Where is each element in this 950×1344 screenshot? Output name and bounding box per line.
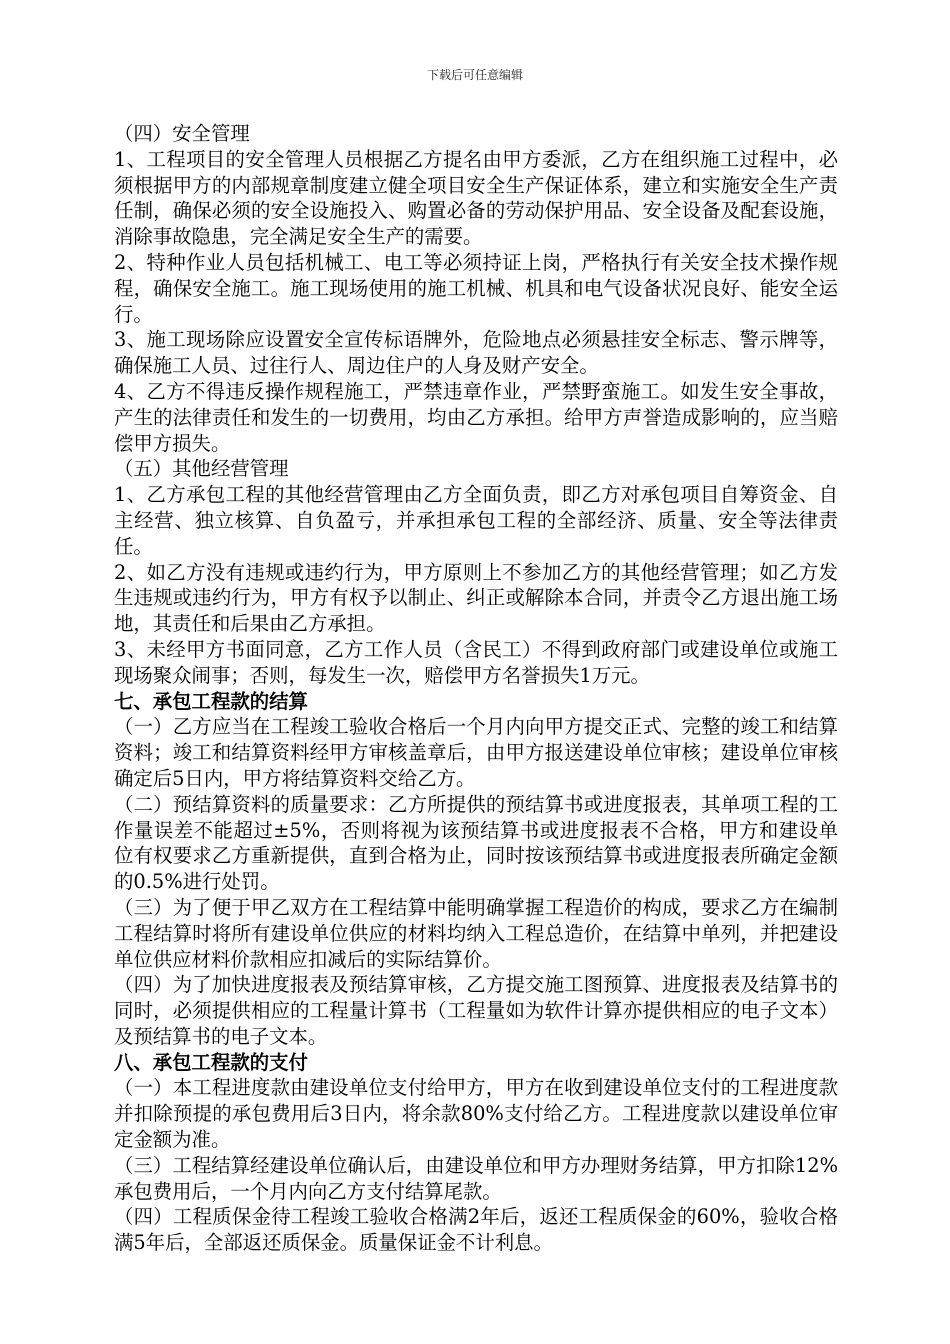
paragraph: 1、工程项目的安全管理人员根据乙方提名由甲方委派，乙方在组织施工过程中，必须根据甲方的内部规章制度建立健全项目安全生产保证体系，建立和实施安全生产责任制，确保必须的安全设施投入、购置必备的劳动保护用品、安全设备及配套设施，消除事故隐患，完全满足安全生产的需要。 xyxy=(114,147,838,249)
section-heading-safety: （四）安全管理 xyxy=(114,122,250,145)
paragraph: （三）工程结算经建设单位确认后，由建设单位和甲方办理财务结算，甲方扣除12%承包费用后，一个月内向乙方支付结算尾款。 xyxy=(114,1153,838,1203)
section-heading-other-management: （五）其他经营管理 xyxy=(114,457,289,481)
document-body xyxy=(114,121,838,1256)
paragraph: 2、特种作业人员包括机械工、电工等必须持证上岗，严格执行有关安全技术操作规程，确保安全施工。施工现场使用的施工机械、机具和电气设备状况良好、能安全运行。 xyxy=(114,250,838,326)
paragraph: 4、乙方不得违反操作规程施工，严禁违章作业，严禁野蛮施工。如发生安全事故，产生的法律责任和发生的一切费用，均由乙方承担。给甲方声誉造成影响的，应当赔偿甲方损失。 xyxy=(114,379,838,455)
page-header: 下载后可任意编辑 xyxy=(426,68,523,82)
chapter-heading-payment: 八、承包工程款的支付 xyxy=(114,1050,308,1074)
paragraph: （四）为了加快进度报表及预结算审核，乙方提交施工图预算、进度报表及结算书的同时，必须提供相应的工程量计算书（工程量如为软件计算亦提供相应的电子文本）及预结算书的电子文本。 xyxy=(114,973,838,1048)
paragraph: 1、乙方承包工程的其他经营管理由乙方全面负责，即乙方对承包项目自筹资金、自主经营、独立核算、自负盈亏，并承担承包工程的全部经济、质量、安全等法律责任。 xyxy=(114,483,838,558)
paragraph: （四）工程质保金待工程竣工验收合格满2年后，返还工程质保金的60%，验收合格满5年后，全部返还质保金。质量保证金不计利息。 xyxy=(114,1205,838,1255)
paragraph: 2、如乙方没有违规或违约行为，甲方原则上不参加乙方的其他经营管理；如乙方发生违规或违约行为，甲方有权予以制止、纠正或解除本合同，并责令乙方退出施工场地，其责任和后果由乙方承担。 xyxy=(114,560,838,636)
paragraph: 3、未经甲方书面同意，乙方工作人员（含民工）不得到政府部门或建设单位或施工现场聚众闹事；否则，每发生一次，赔偿甲方名誉损失1万元。 xyxy=(114,637,838,687)
paragraph: （一）本工程进度款由建设单位支付给甲方，甲方在收到建设单位支付的工程进度款并扣除预提的承包费用后3日内，将余款80%支付给乙方。工程进度款以建设单位审定金额为准。 xyxy=(114,1076,838,1152)
paragraph: 3、施工现场除应设置安全宣传标语牌外，危险地点必须悬挂安全标志、警示牌等，确保施工人员、过往行人、周边住户的人身及财产安全。 xyxy=(114,328,838,378)
paragraph: （一）乙方应当在工程竣工验收合格后一个月内向甲方提交正式、完整的竣工和结算资料；竣工和结算资料经甲方审核盖章后，由甲方报送建设单位审核；建设单位审核确定后5日内，甲方将结算资料交给乙方。 xyxy=(114,715,838,790)
paragraph: （三）为了便于甲乙双方在工程结算中能明确掌握工程造价的构成，要求乙方在编制工程结算时将所有建设单位供应的材料均纳入工程总造价，在结算中单列，并把建设单位供应材料价款相应扣减后的实际结算价。 xyxy=(114,895,838,971)
paragraph: （二）预结算资料的质量要求：乙方所提供的预结算书或进度报表，其单项工程的工作量误差不能超过±5%，否则将视为该预结算书或进度报表不合格，甲方和建设单位有权要求乙方重新提供，直到合格为止，同时按该预结算书或进度报表所确定金额的0.5%进行处罚。 xyxy=(114,792,838,894)
chapter-heading-settlement: 七、承包工程款的结算 xyxy=(114,689,308,713)
